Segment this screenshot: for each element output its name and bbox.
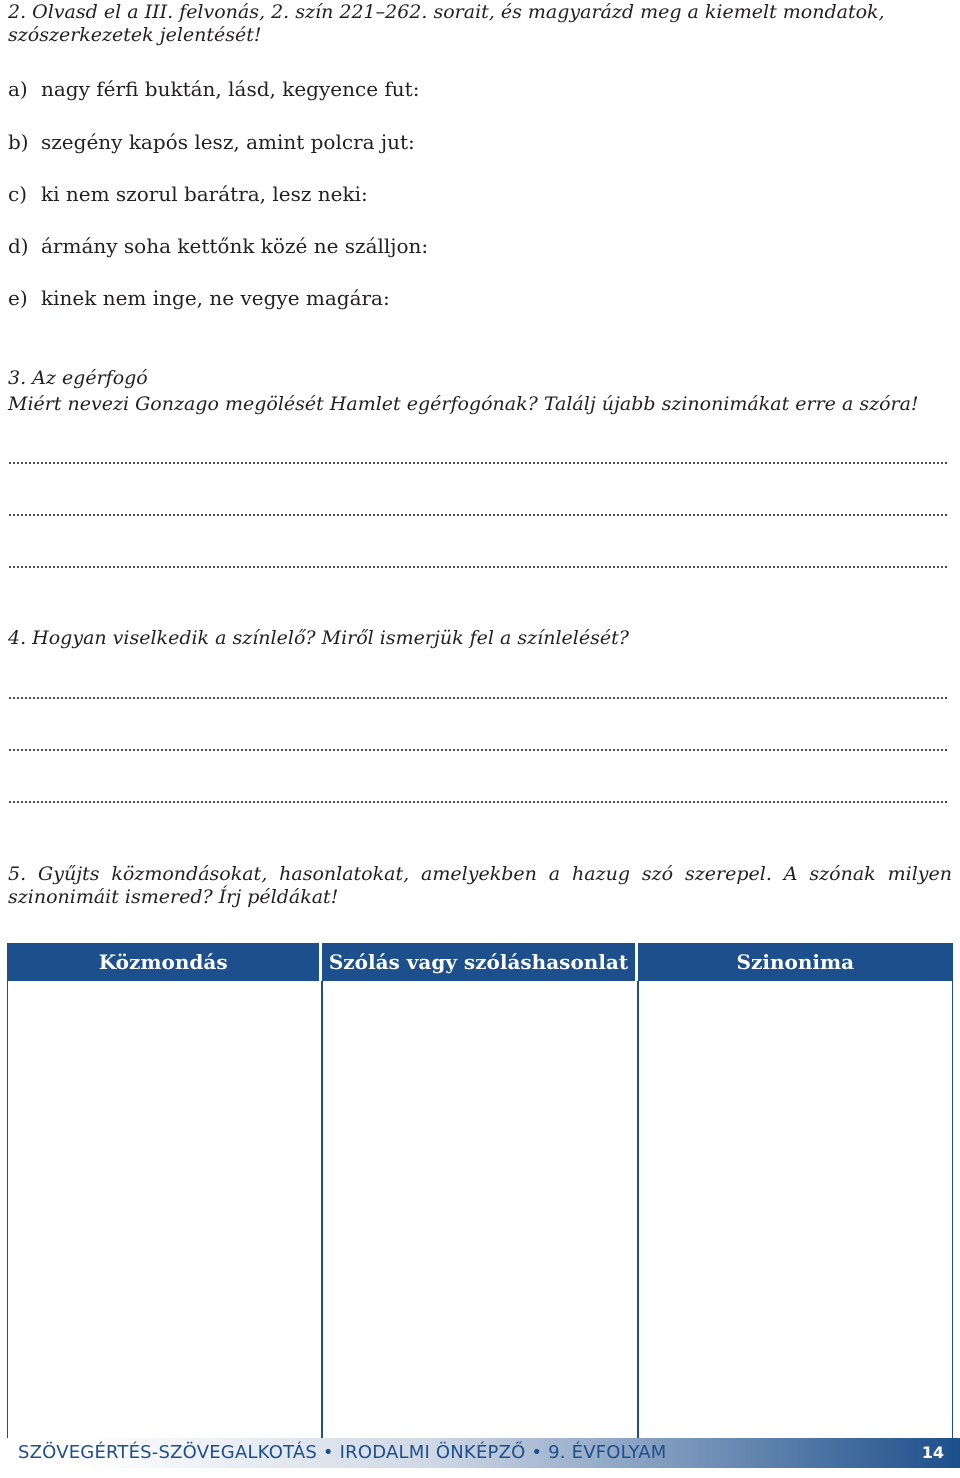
item-label: e) xyxy=(8,286,28,310)
task5-question: 5. Gyűjts közmondásokat, hasonlatokat, amelyekben a hazug szó szerepel. A szónak milyen szinonimáit ismered? Írj példákat! xyxy=(8,863,952,908)
item-text: kinek nem inge, ne vegye magára: xyxy=(41,286,390,310)
item-text: szegény kapós lesz, amint polcra jut: xyxy=(41,130,415,154)
task4-question: 4. Hogyan viselkedik a színlelő? Miről ismerjük fel a színlelését? xyxy=(8,627,629,649)
task3-question: Miért nevezi Gonzago megölését Hamlet egérfogónak? Találj újabb szinonimákat erre a szóra! xyxy=(8,393,919,415)
task2-prompt: 2. Olvasd el a III. felvonás, 2. szín 221–262. sorait, és magyarázd meg a kiemelt mondatok, szószerkezetek jelentését! xyxy=(8,1,885,46)
page-number: 14 xyxy=(921,1443,944,1462)
table-cell-proverb[interactable] xyxy=(7,981,322,1445)
item-text: ármány soha kettőnk közé ne szálljon: xyxy=(41,234,429,258)
answer-line[interactable] xyxy=(8,749,948,751)
item-text: nagy férfi buktán, lásd, kegyence fut: xyxy=(41,77,420,101)
task2-item-b xyxy=(8,130,415,154)
item-label: c) xyxy=(8,182,28,206)
table-cell-idiom[interactable] xyxy=(322,981,637,1445)
item-label: b) xyxy=(8,130,29,154)
task2-item-a xyxy=(8,77,419,101)
footer-title: SZÖVEGÉRTÉS-SZÖVEGALKOTÁS • IRODALMI ÖNKÉPZŐ • 9. ÉVFOLYAM xyxy=(18,1442,667,1463)
table-header-synonym: Szinonima xyxy=(638,943,953,981)
answer-line[interactable] xyxy=(8,566,948,568)
task2-item-c xyxy=(8,182,368,206)
item-text: ki nem szorul barátra, lesz neki: xyxy=(41,182,368,206)
item-label: d) xyxy=(8,234,29,258)
answer-table xyxy=(7,943,953,1445)
table-header-row xyxy=(7,943,953,981)
table-cell-synonym[interactable] xyxy=(638,981,953,1445)
table-header-proverb: Közmondás xyxy=(7,943,322,981)
table-row xyxy=(7,981,953,1445)
answer-line[interactable] xyxy=(8,514,948,516)
answer-line[interactable] xyxy=(8,462,948,464)
answer-line[interactable] xyxy=(8,801,948,803)
item-label: a) xyxy=(8,77,28,101)
answer-line[interactable] xyxy=(8,697,948,699)
table-header-idiom: Szólás vagy szóláshasonlat xyxy=(322,943,637,981)
task2-item-d xyxy=(8,234,428,258)
task2-item-e xyxy=(8,286,390,310)
task3-title: 3. Az egérfogó xyxy=(8,367,148,389)
